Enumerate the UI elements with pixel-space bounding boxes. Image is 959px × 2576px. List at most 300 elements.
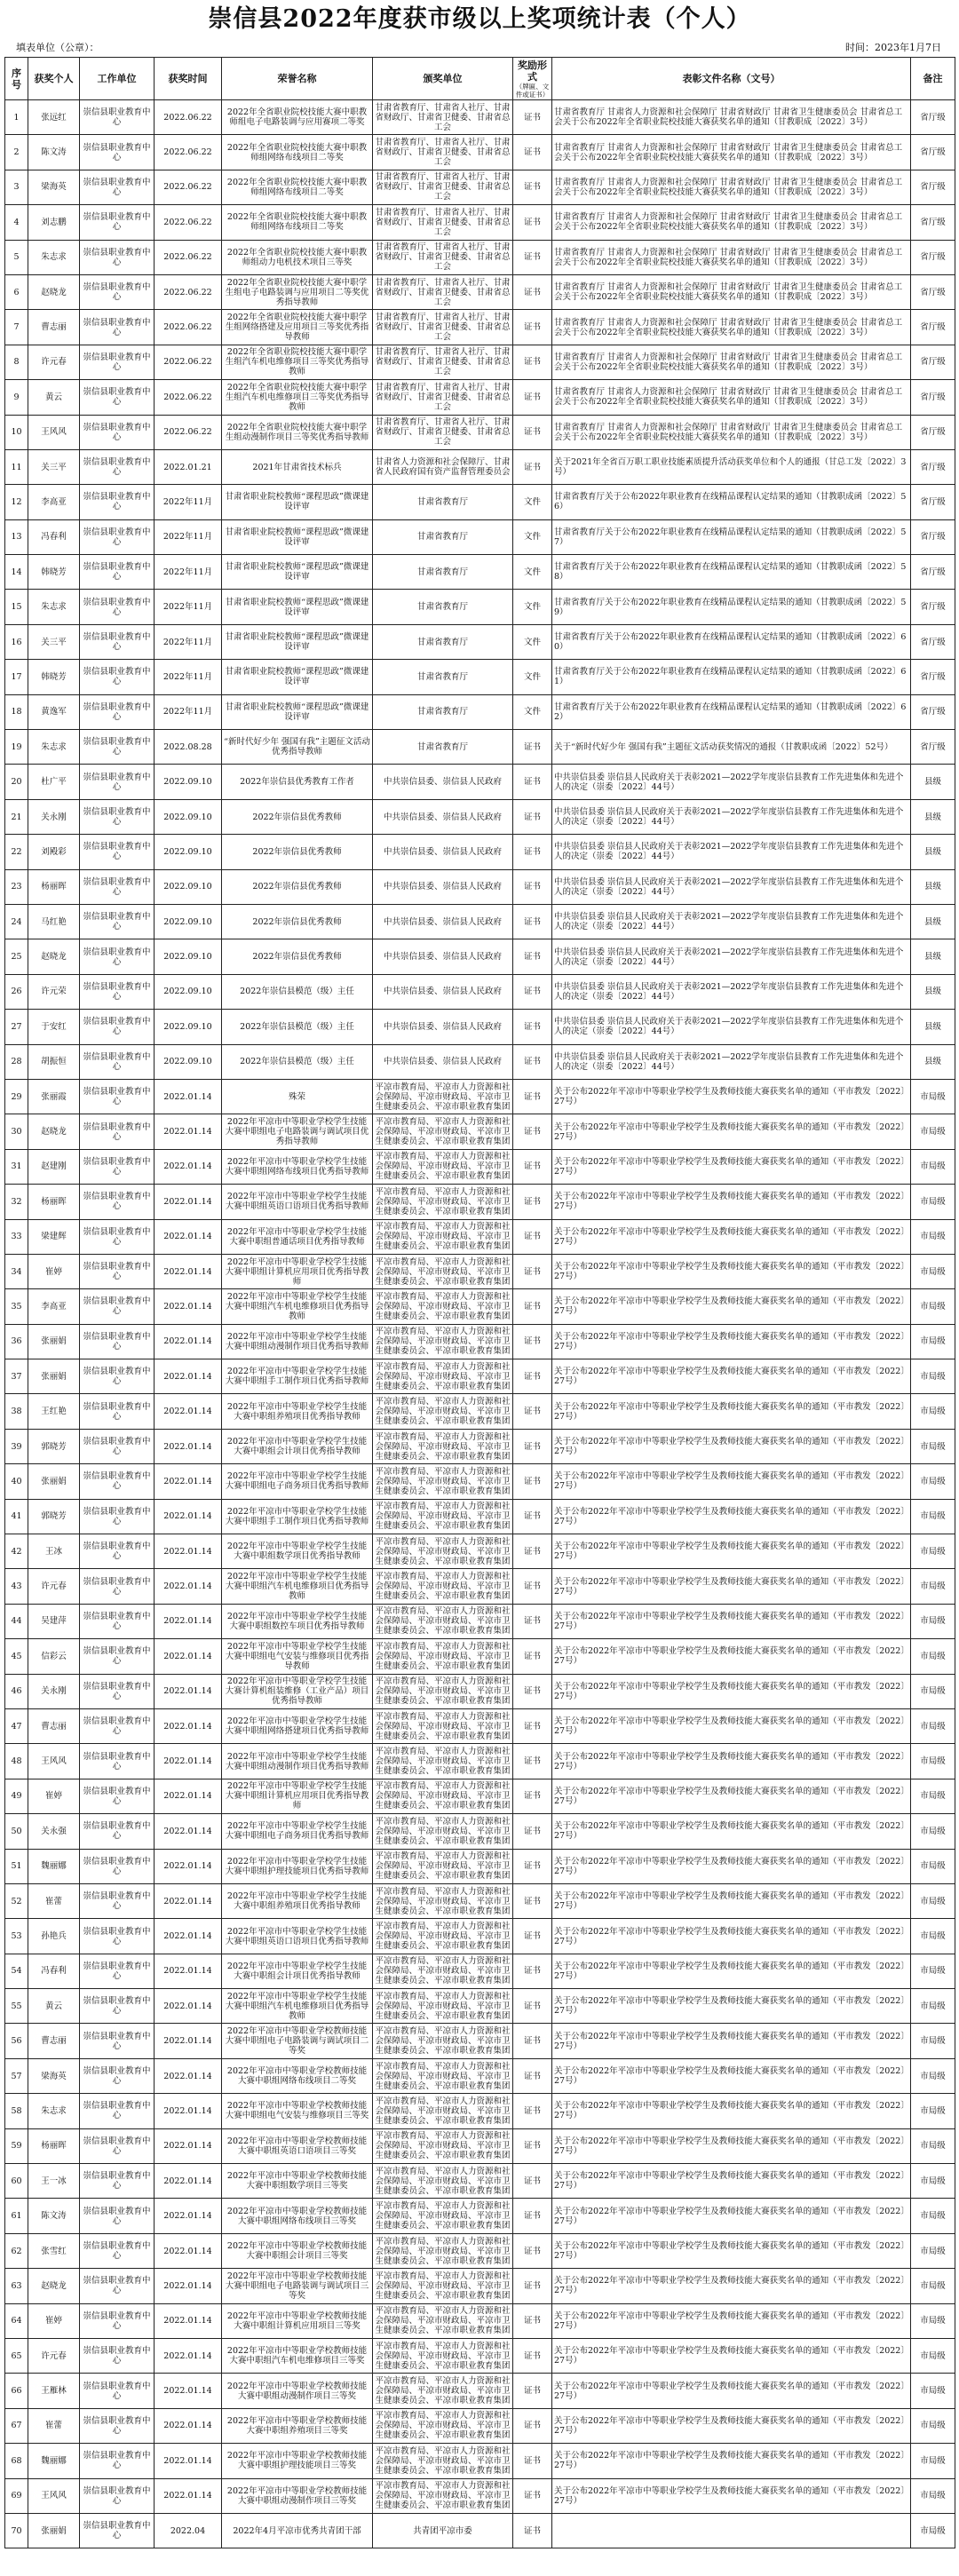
cell-unit: 崇信县职业教育中心 [80, 205, 155, 240]
table-row [5, 590, 955, 624]
cell-seq: 16 [5, 624, 28, 659]
cell-unit: 崇信县职业教育中心 [80, 519, 155, 554]
cell-unit: 崇信县职业教育中心 [80, 1639, 155, 1674]
cell-issuer: 平凉市教育局、平凉市人力资源和社会保障局、平凉市财政局、平凉市卫生健康委员会、平凉市职业教育集团 [373, 2128, 513, 2163]
cell-time: 2022.01.14 [155, 1499, 222, 1534]
cell-issuer: 甘肃省教育厅、甘肃省人社厅、甘肃省财政厅、甘肃省卫健委、甘肃省总工会 [373, 345, 513, 379]
awards-table [4, 57, 955, 2548]
cell-doc: 甘肃省教育厅 甘肃省人力资源和社会保障厅 甘肃省财政厅 甘肃省卫生健康委员会 甘肃省总工会关于公布2022年全省职业院校技能大赛获奖名单的通知（甘教职成〔2022〕3号） [552, 345, 911, 379]
cell-name: 孙艳兵 [28, 1919, 80, 1954]
cell-doc: 甘肃省教育厅 甘肃省人力资源和社会保障厅 甘肃省财政厅 甘肃省卫生健康委员会 甘肃省总工会关于公布2022年全省职业院校技能大赛获奖名单的通知（甘教职成〔2022〕3号） [552, 100, 911, 135]
cell-unit: 崇信县职业教育中心 [80, 345, 155, 379]
cell-seq: 51 [5, 1849, 28, 1883]
cell-note: 市局级 [911, 2513, 955, 2548]
cell-honor: 2021年甘肃省技术标兵 [222, 449, 373, 484]
table-row [5, 205, 955, 240]
cell-honor: 2022年崇信县模范（级）主任 [222, 1010, 373, 1044]
cell-issuer: 平凉市教育局、平凉市人力资源和社会保障局、平凉市财政局、平凉市卫生健康委员会、平凉市职业教育集团 [373, 1883, 513, 1918]
cell-honor: 2022年平凉市中等职业学校教师技能大赛中职组英语口语项目三等奖 [222, 2128, 373, 2163]
cell-form: 证书 [513, 974, 552, 1009]
cell-doc: 甘肃省教育厅 甘肃省人力资源和社会保障厅 甘肃省财政厅 甘肃省卫生健康委员会 甘肃省总工会关于公布2022年全省职业院校技能大赛获奖名单的通知（甘教职成〔2022〕3号） [552, 415, 911, 449]
cell-unit: 崇信县职业教育中心 [80, 1114, 155, 1149]
cell-honor: 2022年平凉市中等职业学校学生技能大赛中职组普通话项目优秀指导教师 [222, 1219, 373, 1254]
cell-unit: 崇信县职业教育中心 [80, 2233, 155, 2268]
cell-doc: 关于公布2022年平凉市中等职业学校学生及教师技能大赛获奖名单的通知（平市教发〔2022〕27号） [552, 1219, 911, 1254]
cell-name: 张丽娟 [28, 1464, 80, 1499]
cell-honor: 2022年全省职业院校技能大赛中职教师组网络布线项目二等奖 [222, 135, 373, 170]
cell-unit: 崇信县职业教育中心 [80, 100, 155, 135]
table-row [5, 1394, 955, 1429]
cell-unit: 崇信县职业教育中心 [80, 1569, 155, 1604]
table-row [5, 1569, 955, 1604]
table-row [5, 974, 955, 1009]
cell-doc: 关于公布2022年平凉市中等职业学校学生及教师技能大赛获奖名单的通知（平市教发〔2022〕27号） [552, 2233, 911, 2268]
cell-name: 关永强 [28, 1814, 80, 1849]
cell-form: 证书 [513, 2094, 552, 2128]
cell-doc: 甘肃省教育厅关于公布2022年职业教育在线精品课程认定结果的通知（甘教职成函〔2022〕61） [552, 660, 911, 694]
cell-time: 2022.01.14 [155, 1814, 222, 1849]
cell-name: 关永刚 [28, 1674, 80, 1708]
table-row [5, 1919, 955, 1954]
cell-doc: 关于公布2022年平凉市中等职业学校学生及教师技能大赛获奖名单的通知（平市教发〔2022〕27号） [552, 2339, 911, 2374]
cell-form: 证书 [513, 1744, 552, 1779]
table-row [5, 1429, 955, 1463]
cell-name: 李高亚 [28, 485, 80, 519]
cell-seq: 25 [5, 939, 28, 974]
cell-doc: 关于公布2022年平凉市中等职业学校学生及教师技能大赛获奖名单的通知（平市教发〔2022〕27号） [552, 2058, 911, 2093]
cell-seq: 40 [5, 1464, 28, 1499]
cell-time: 2022.06.22 [155, 135, 222, 170]
header-seq: 序号 [5, 58, 28, 100]
cell-honor: 2022年平凉市中等职业学校学生技能大赛中职组数控车项目优秀指导教师 [222, 1604, 373, 1638]
cell-doc: 关于公布2022年平凉市中等职业学校学生及教师技能大赛获奖名单的通知（平市教发〔2022〕27号） [552, 1359, 911, 1394]
cell-note: 市局级 [911, 1254, 955, 1288]
cell-unit: 崇信县职业教育中心 [80, 1429, 155, 1463]
cell-doc: 关于公布2022年平凉市中等职业学校学生及教师技能大赛获奖名单的通知（平市教发〔2022〕27号） [552, 1289, 911, 1324]
cell-note: 省厅级 [911, 240, 955, 274]
cell-doc: 关于公布2022年平凉市中等职业学校学生及教师技能大赛获奖名单的通知（平市教发〔2022〕27号） [552, 1954, 911, 1988]
cell-note: 省厅级 [911, 485, 955, 519]
cell-doc: 甘肃省教育厅 甘肃省人力资源和社会保障厅 甘肃省财政厅 甘肃省卫生健康委员会 甘肃省总工会关于公布2022年全省职业院校技能大赛获奖名单的通知（甘教职成〔2022〕3号） [552, 205, 911, 240]
cell-honor: 2022年全省职业院校技能大赛中职学生组网络搭建及应用项目三等奖优秀指导教师 [222, 310, 373, 345]
table-row [5, 1114, 955, 1149]
cell-name: 刘殿彩 [28, 835, 80, 869]
cell-doc: 关于公布2022年平凉市中等职业学校学生及教师技能大赛获奖名单的通知（平市教发〔2022〕27号） [552, 2094, 911, 2128]
cell-form: 证书 [513, 1394, 552, 1429]
cell-note: 市局级 [911, 1079, 955, 1114]
cell-name: 黄逸军 [28, 694, 80, 729]
table-row [5, 1219, 955, 1254]
cell-time: 2022.01.14 [155, 1674, 222, 1708]
table-row [5, 2303, 955, 2338]
cell-honor: 2022年全省职业院校技能大赛中职教师组电子电路装调与应用赛项二等奖 [222, 100, 373, 135]
cell-issuer: 共青团平凉市委 [373, 2513, 513, 2548]
cell-unit: 崇信县职业教育中心 [80, 1254, 155, 1288]
table-row [5, 345, 955, 379]
table-header-row [5, 58, 955, 100]
cell-unit: 崇信县职业教育中心 [80, 974, 155, 1009]
cell-note: 市局级 [911, 1604, 955, 1638]
cell-note: 市局级 [911, 1219, 955, 1254]
cell-unit: 崇信县职业教育中心 [80, 1324, 155, 1359]
cell-unit: 崇信县职业教育中心 [80, 1534, 155, 1569]
cell-doc: 中共崇信县委 崇信县人民政府关于表彰2021—2022学年度崇信县教育工作先进集体和先进个人的决定（崇委〔2022〕44号） [552, 904, 911, 939]
table-row [5, 1744, 955, 1779]
cell-time: 2022.06.22 [155, 205, 222, 240]
cell-issuer: 平凉市教育局、平凉市人力资源和社会保障局、平凉市财政局、平凉市卫生健康委员会、平凉市职业教育集团 [373, 1989, 513, 2024]
cell-issuer: 平凉市教育局、平凉市人力资源和社会保障局、平凉市财政局、平凉市卫生健康委员会、平凉市职业教育集团 [373, 2199, 513, 2233]
cell-time: 2022.01.14 [155, 1149, 222, 1184]
cell-form: 证书 [513, 2164, 552, 2199]
cell-unit: 崇信县职业教育中心 [80, 1289, 155, 1324]
cell-issuer: 平凉市教育局、平凉市人力资源和社会保障局、平凉市财政局、平凉市卫生健康委员会、平凉市职业教育集团 [373, 2444, 513, 2478]
cell-honor: 2022年平凉市中等职业学校学生技能大赛中职组会计项目优秀指导教师 [222, 1429, 373, 1463]
cell-doc: 关于公布2022年平凉市中等职业学校学生及教师技能大赛获奖名单的通知（平市教发〔2022〕27号） [552, 1604, 911, 1638]
table-row [5, 449, 955, 484]
cell-name: 韩晓芳 [28, 660, 80, 694]
cell-form: 证书 [513, 1324, 552, 1359]
cell-name: 朱志求 [28, 730, 80, 765]
cell-doc: 甘肃省教育厅 甘肃省人力资源和社会保障厅 甘肃省财政厅 甘肃省卫生健康委员会 甘肃省总工会关于公布2022年全省职业院校技能大赛获奖名单的通知（甘教职成〔2022〕3号） [552, 274, 911, 309]
cell-issuer: 平凉市教育局、平凉市人力资源和社会保障局、平凉市财政局、平凉市卫生健康委员会、平凉市职业教育集团 [373, 1114, 513, 1149]
cell-form: 证书 [513, 1219, 552, 1254]
table-row [5, 135, 955, 170]
cell-seq: 61 [5, 2199, 28, 2233]
cell-doc: 中共崇信县委 崇信县人民政府关于表彰2021—2022学年度崇信县教育工作先进集体和先进个人的决定（崇委〔2022〕44号） [552, 974, 911, 1009]
cell-name: 吴建萍 [28, 1604, 80, 1638]
cell-honor: 2022年4月平凉市优秀共青团干部 [222, 2513, 373, 2548]
cell-unit: 崇信县职业教育中心 [80, 310, 155, 345]
cell-doc: 关于2021年全省百万职工职业技能素质提升活动获奖单位和个人的通报（甘总工发〔2022〕3号） [552, 449, 911, 484]
cell-note: 县级 [911, 939, 955, 974]
cell-note: 省厅级 [911, 660, 955, 694]
cell-name: 王风风 [28, 1744, 80, 1779]
table-row [5, 1289, 955, 1324]
table-body [5, 100, 955, 2548]
cell-unit: 崇信县职业教育中心 [80, 1149, 155, 1184]
cell-form: 证书 [513, 1114, 552, 1149]
cell-honor: 2022年平凉市中等职业学校教师技能大赛中职组数学项目三等奖 [222, 2164, 373, 2199]
cell-time: 2022.01.14 [155, 2164, 222, 2199]
cell-honor: 2022年平凉市中等职业学校学生技能大赛中职组电子商务项目优秀指导教师 [222, 1464, 373, 1499]
cell-issuer: 平凉市教育局、平凉市人力资源和社会保障局、平凉市财政局、平凉市卫生健康委员会、平凉市职业教育集团 [373, 1394, 513, 1429]
cell-seq: 58 [5, 2094, 28, 2128]
cell-name: 刘志鹏 [28, 205, 80, 240]
cell-issuer: 平凉市教育局、平凉市人力资源和社会保障局、平凉市财政局、平凉市卫生健康委员会、平凉市职业教育集团 [373, 1429, 513, 1463]
cell-unit: 崇信县职业教育中心 [80, 799, 155, 834]
cell-honor: 甘肃省职业院校教师“课程思政”微课建设评审 [222, 624, 373, 659]
cell-honor: 2022年平凉市中等职业学校学生技能大赛中职组网络布线项目优秀指导教师 [222, 1149, 373, 1184]
table-row [5, 2024, 955, 2058]
cell-name: 黄云 [28, 1989, 80, 2024]
cell-form: 证书 [513, 1639, 552, 1674]
cell-name: 赵建刚 [28, 1149, 80, 1184]
cell-time: 2022.09.10 [155, 869, 222, 904]
cell-note: 市局级 [911, 1499, 955, 1534]
cell-doc: 关于公布2022年平凉市中等职业学校学生及教师技能大赛获奖名单的通知（平市教发〔2022〕27号） [552, 1849, 911, 1883]
header-unit: 工作单位 [80, 58, 155, 100]
cell-seq: 56 [5, 2024, 28, 2058]
table-row [5, 939, 955, 974]
cell-honor: 2022年崇信县优秀教师 [222, 869, 373, 904]
table-row [5, 624, 955, 659]
table-row [5, 2128, 955, 2163]
table-row [5, 1499, 955, 1534]
table-row [5, 869, 955, 904]
cell-name: 黄云 [28, 380, 80, 415]
cell-seq: 24 [5, 904, 28, 939]
header-note: 备注 [911, 58, 955, 100]
cell-unit: 崇信县职业教育中心 [80, 1814, 155, 1849]
cell-seq: 52 [5, 1883, 28, 1918]
table-row [5, 1989, 955, 2024]
cell-honor: 2022年崇信县模范（级）主任 [222, 1044, 373, 1079]
cell-doc: 甘肃省教育厅关于公布2022年职业教育在线精品课程认定结果的通知（甘教职成函〔2022〕59） [552, 590, 911, 624]
unit-label: 填表单位（公章）： [16, 42, 99, 53]
cell-issuer: 甘肃省人力资源和社会保障厅、甘肃省人民政府国有资产监督管理委员会 [373, 449, 513, 484]
table-row [5, 799, 955, 834]
cell-unit: 崇信县职业教育中心 [80, 1849, 155, 1883]
cell-honor: “新时代好少年 强国有我”主题征文活动优秀指导教师 [222, 730, 373, 765]
cell-seq: 59 [5, 2128, 28, 2163]
cell-note: 市局级 [911, 2374, 955, 2408]
cell-note: 市局级 [911, 1883, 955, 1918]
cell-honor: 2022年平凉市中等职业学校教师技能大赛中职组计算机应用项目三等奖 [222, 2303, 373, 2338]
cell-issuer: 平凉市教育局、平凉市人力资源和社会保障局、平凉市财政局、平凉市卫生健康委员会、平凉市职业教育集团 [373, 2303, 513, 2338]
cell-unit: 崇信县职业教育中心 [80, 1219, 155, 1254]
cell-note: 市局级 [911, 1394, 955, 1429]
cell-seq: 53 [5, 1919, 28, 1954]
cell-time: 2022.01.14 [155, 1639, 222, 1674]
table-row [5, 1464, 955, 1499]
cell-doc: 关于公布2022年平凉市中等职业学校学生及教师技能大赛获奖名单的通知（平市教发〔2022〕27号） [552, 1079, 911, 1114]
cell-form: 证书 [513, 1010, 552, 1044]
cell-honor: 甘肃省职业院校教师“课程思政”微课建设评审 [222, 694, 373, 729]
cell-doc: 关于公布2022年平凉市中等职业学校学生及教师技能大赛获奖名单的通知（平市教发〔2022〕27号） [552, 2303, 911, 2338]
cell-doc: 甘肃省教育厅关于公布2022年职业教育在线精品课程认定结果的通知（甘教职成函〔2022〕60） [552, 624, 911, 659]
cell-name: 张雪红 [28, 2233, 80, 2268]
cell-form: 文件 [513, 624, 552, 659]
cell-name: 赵晓龙 [28, 939, 80, 974]
cell-issuer: 平凉市教育局、平凉市人力资源和社会保障局、平凉市财政局、平凉市卫生健康委员会、平凉市职业教育集团 [373, 1254, 513, 1288]
cell-name: 朱志求 [28, 2094, 80, 2128]
header-name: 获奖个人 [28, 58, 80, 100]
cell-seq: 23 [5, 869, 28, 904]
cell-time: 2022.01.14 [155, 1324, 222, 1359]
cell-time: 2022.01.14 [155, 2374, 222, 2408]
table-row [5, 1324, 955, 1359]
cell-note: 省厅级 [911, 624, 955, 659]
table-row [5, 1534, 955, 1569]
cell-note: 市局级 [911, 1779, 955, 1813]
cell-form: 证书 [513, 1919, 552, 1954]
cell-honor: 2022年平凉市中等职业学校学生技能大赛中职组手工制作项目优秀指导教师 [222, 1359, 373, 1394]
cell-doc: 关于公布2022年平凉市中等职业学校学生及教师技能大赛获奖名单的通知（平市教发〔2022〕27号） [552, 1779, 911, 1813]
cell-name: 魏丽娜 [28, 2444, 80, 2478]
cell-honor: 2022年全省职业院校技能大赛中职学生组电子电路装调与应用项目二等奖优秀指导教师 [222, 274, 373, 309]
document-subheader [5, 39, 954, 57]
cell-form: 证书 [513, 1814, 552, 1849]
cell-form: 文件 [513, 660, 552, 694]
cell-note: 省厅级 [911, 415, 955, 449]
table-row [5, 1814, 955, 1849]
cell-form: 证书 [513, 1149, 552, 1184]
cell-issuer: 甘肃省教育厅、甘肃省人社厅、甘肃省财政厅、甘肃省卫健委、甘肃省总工会 [373, 205, 513, 240]
cell-name: 杨丽晖 [28, 2128, 80, 2163]
cell-doc: 关于公布2022年平凉市中等职业学校学生及教师技能大赛获奖名单的通知（平市教发〔2022〕27号） [552, 1324, 911, 1359]
cell-name: 张远红 [28, 100, 80, 135]
cell-name: 崔婷 [28, 1779, 80, 1813]
cell-unit: 崇信县职业教育中心 [80, 1394, 155, 1429]
cell-issuer: 甘肃省教育厅 [373, 555, 513, 590]
cell-note: 省厅级 [911, 590, 955, 624]
table-row [5, 1254, 955, 1288]
cell-doc: 中共崇信县委 崇信县人民政府关于表彰2021—2022学年度崇信县教育工作先进集体和先进个人的决定（崇委〔2022〕44号） [552, 765, 911, 799]
cell-note: 市局级 [911, 2128, 955, 2163]
cell-form: 证书 [513, 1289, 552, 1324]
cell-issuer: 平凉市教育局、平凉市人力资源和社会保障局、平凉市财政局、平凉市卫生健康委员会、平凉市职业教育集团 [373, 2058, 513, 2093]
cell-name: 魏丽娜 [28, 1849, 80, 1883]
cell-unit: 崇信县职业教育中心 [80, 730, 155, 765]
header-doc: 表彰文件名称（文号） [552, 58, 911, 100]
cell-unit: 崇信县职业教育中心 [80, 590, 155, 624]
table-row [5, 2478, 955, 2513]
cell-doc: 关于公布2022年平凉市中等职业学校学生及教师技能大赛获奖名单的通知（平市教发〔2022〕27号） [552, 2128, 911, 2163]
cell-issuer: 平凉市教育局、平凉市人力资源和社会保障局、平凉市财政局、平凉市卫生健康委员会、平凉市职业教育集团 [373, 1464, 513, 1499]
cell-unit: 崇信县职业教育中心 [80, 415, 155, 449]
cell-issuer: 平凉市教育局、平凉市人力资源和社会保障局、平凉市财政局、平凉市卫生健康委员会、平凉市职业教育集团 [373, 1779, 513, 1813]
cell-unit: 崇信县职业教育中心 [80, 2269, 155, 2303]
cell-time: 2022.09.10 [155, 974, 222, 1009]
cell-issuer: 甘肃省教育厅、甘肃省人社厅、甘肃省财政厅、甘肃省卫健委、甘肃省总工会 [373, 240, 513, 274]
cell-form: 证书 [513, 1185, 552, 1219]
cell-seq: 66 [5, 2374, 28, 2408]
cell-doc: 中共崇信县委 崇信县人民政府关于表彰2021—2022学年度崇信县教育工作先进集体和先进个人的决定（崇委〔2022〕44号） [552, 1044, 911, 1079]
cell-unit: 崇信县职业教育中心 [80, 1883, 155, 1918]
cell-honor: 2022年平凉市中等职业学校教师技能大赛中职组电气安装与维修项目三等奖 [222, 2094, 373, 2128]
table-row [5, 2164, 955, 2199]
cell-name: 崔蕾 [28, 2408, 80, 2443]
cell-note: 市局级 [911, 1569, 955, 1604]
cell-issuer: 中共崇信县委、崇信县人民政府 [373, 974, 513, 1009]
table-row [5, 415, 955, 449]
cell-honor: 2022年全省职业院校技能大赛中职学生组汽车机电维修项目三等奖优秀指导教师 [222, 345, 373, 379]
cell-issuer: 平凉市教育局、平凉市人力资源和社会保障局、平凉市财政局、平凉市卫生健康委员会、平凉市职业教育集团 [373, 1744, 513, 1779]
cell-time: 2022.09.10 [155, 765, 222, 799]
cell-issuer: 甘肃省教育厅、甘肃省人社厅、甘肃省财政厅、甘肃省卫健委、甘肃省总工会 [373, 274, 513, 309]
cell-note: 省厅级 [911, 205, 955, 240]
cell-name: 曹志丽 [28, 310, 80, 345]
cell-note: 省厅级 [911, 100, 955, 135]
cell-issuer: 平凉市教育局、平凉市人力资源和社会保障局、平凉市财政局、平凉市卫生健康委员会、平凉市职业教育集团 [373, 2233, 513, 2268]
table-row [5, 485, 955, 519]
cell-issuer: 平凉市教育局、平凉市人力资源和社会保障局、平凉市财政局、平凉市卫生健康委员会、平凉市职业教育集团 [373, 2478, 513, 2513]
cell-name: 王冰 [28, 1534, 80, 1569]
cell-form: 证书 [513, 1079, 552, 1114]
cell-form: 证书 [513, 274, 552, 309]
cell-seq: 11 [5, 449, 28, 484]
cell-time: 2022.01.14 [155, 1534, 222, 1569]
date-label: 时间：2023年1月7日 [845, 42, 941, 53]
cell-time: 2022.01.14 [155, 1708, 222, 1743]
cell-honor: 2022年平凉市中等职业学校学生技能大赛中职组计算机应用项目优秀指导教师 [222, 1779, 373, 1813]
cell-time: 2022.09.10 [155, 939, 222, 974]
cell-unit: 崇信县职业教育中心 [80, 1674, 155, 1708]
cell-issuer: 中共崇信县委、崇信县人民政府 [373, 1010, 513, 1044]
cell-form: 证书 [513, 1044, 552, 1079]
cell-seq: 69 [5, 2478, 28, 2513]
cell-form: 证书 [513, 869, 552, 904]
cell-seq: 37 [5, 1359, 28, 1394]
cell-time: 2022年11月 [155, 485, 222, 519]
cell-issuer: 甘肃省教育厅、甘肃省人社厅、甘肃省财政厅、甘肃省卫健委、甘肃省总工会 [373, 135, 513, 170]
cell-issuer: 平凉市教育局、平凉市人力资源和社会保障局、平凉市财政局、平凉市卫生健康委员会、平凉市职业教育集团 [373, 2374, 513, 2408]
cell-name: 王红艳 [28, 1394, 80, 1429]
cell-name: 张丽霞 [28, 1079, 80, 1114]
cell-form: 证书 [513, 1883, 552, 1918]
cell-note: 县级 [911, 904, 955, 939]
cell-honor: 2022年平凉市中等职业学校学生技能大赛中职组英语口语项目优秀指导教师 [222, 1185, 373, 1219]
cell-honor: 2022年平凉市中等职业学校学生技能大赛中职组会计项目优秀指导教师 [222, 1954, 373, 1988]
cell-doc: 中共崇信县委 崇信县人民政府关于表彰2021—2022学年度崇信县教育工作先进集体和先进个人的决定（崇委〔2022〕44号） [552, 799, 911, 834]
cell-time: 2022年11月 [155, 694, 222, 729]
cell-doc [552, 2513, 911, 2548]
cell-time: 2022.01.14 [155, 1744, 222, 1779]
cell-name: 杨丽晖 [28, 869, 80, 904]
cell-time: 2022年11月 [155, 660, 222, 694]
cell-honor: 2022年全省职业院校技能大赛中职教师组网络布线项目二等奖 [222, 170, 373, 204]
cell-note: 省厅级 [911, 380, 955, 415]
cell-note: 市局级 [911, 2478, 955, 2513]
cell-issuer: 甘肃省教育厅 [373, 624, 513, 659]
cell-seq: 22 [5, 835, 28, 869]
cell-doc: 中共崇信县委 崇信县人民政府关于表彰2021—2022学年度崇信县教育工作先进集体和先进个人的决定（崇委〔2022〕44号） [552, 939, 911, 974]
cell-note: 省厅级 [911, 310, 955, 345]
cell-note: 县级 [911, 835, 955, 869]
table-row [5, 2513, 955, 2548]
cell-time: 2022.06.22 [155, 100, 222, 135]
cell-unit: 崇信县职业教育中心 [80, 1010, 155, 1044]
cell-unit: 崇信县职业教育中心 [80, 1079, 155, 1114]
cell-honor: 2022年平凉市中等职业学校学生技能大赛中职组汽车机电维修项目优秀指导教师 [222, 1989, 373, 2024]
cell-name: 冯春利 [28, 519, 80, 554]
table-row [5, 835, 955, 869]
cell-name: 于安红 [28, 1010, 80, 1044]
cell-name: 张丽娟 [28, 2513, 80, 2548]
cell-issuer: 平凉市教育局、平凉市人力资源和社会保障局、平凉市财政局、平凉市卫生健康委员会、平凉市职业教育集团 [373, 1324, 513, 1359]
cell-name: 王雁林 [28, 2374, 80, 2408]
cell-unit: 崇信县职业教育中心 [80, 694, 155, 729]
cell-note: 市局级 [911, 1114, 955, 1149]
cell-unit: 崇信县职业教育中心 [80, 1744, 155, 1779]
cell-unit: 崇信县职业教育中心 [80, 485, 155, 519]
cell-note: 市局级 [911, 1185, 955, 1219]
cell-honor: 2022年崇信县优秀教师 [222, 939, 373, 974]
cell-honor: 殊荣 [222, 1079, 373, 1114]
cell-honor: 2022年平凉市中等职业学校学生技能大赛中职组动漫制作项目优秀指导教师 [222, 1324, 373, 1359]
cell-seq: 63 [5, 2269, 28, 2303]
cell-unit: 崇信县职业教育中心 [80, 170, 155, 204]
cell-form: 证书 [513, 2374, 552, 2408]
cell-note: 市局级 [911, 2058, 955, 2093]
cell-issuer: 甘肃省教育厅、甘肃省人社厅、甘肃省财政厅、甘肃省卫健委、甘肃省总工会 [373, 100, 513, 135]
cell-note: 市局级 [911, 2164, 955, 2199]
cell-name: 关永刚 [28, 799, 80, 834]
cell-unit: 崇信县职业教育中心 [80, 135, 155, 170]
cell-issuer: 平凉市教育局、平凉市人力资源和社会保障局、平凉市财政局、平凉市卫生健康委员会、平凉市职业教育集团 [373, 1289, 513, 1324]
cell-issuer: 中共崇信县委、崇信县人民政府 [373, 939, 513, 974]
cell-name: 许元春 [28, 1569, 80, 1604]
